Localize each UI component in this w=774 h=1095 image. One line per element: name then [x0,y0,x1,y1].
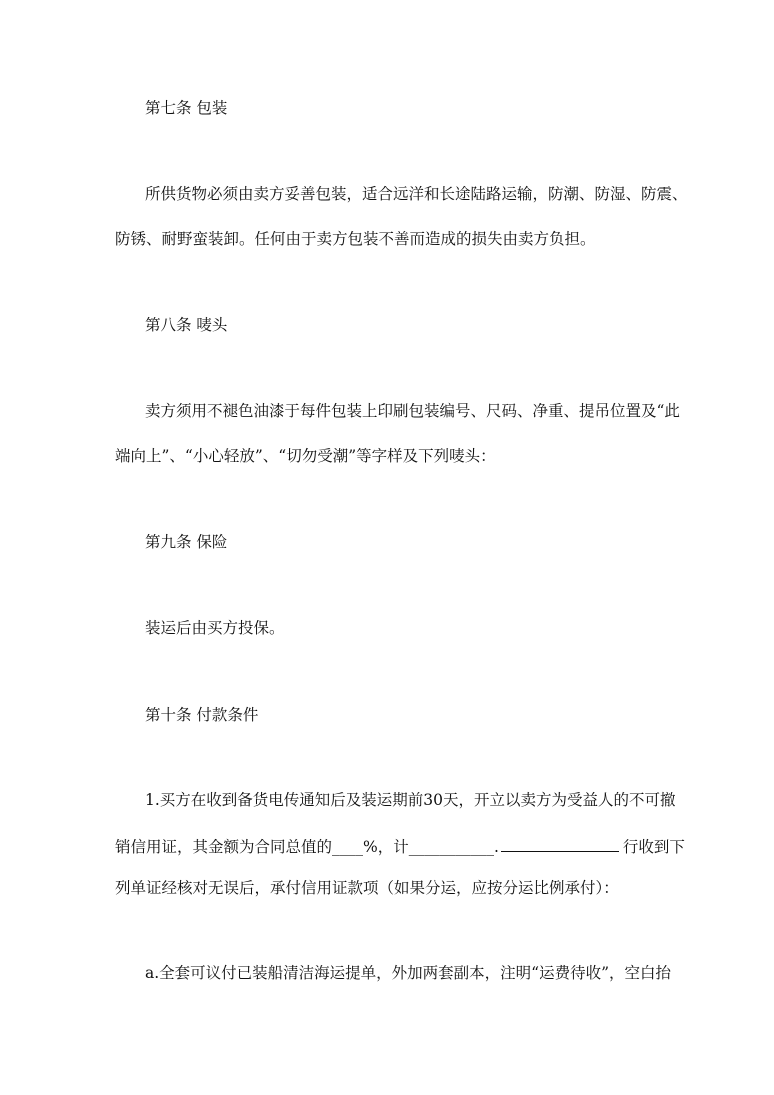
article-8-text-line-2: 端向上”、“小心轻放”、“切勿受潮”等字样及下列唛头： [115,447,496,465]
article-8-text-line-1: 卖方须用不褪色油漆于每件包装上印刷包装编号、尺码、净重、提吊位置及“此 [145,402,680,420]
article-10-item-1-line-2 [115,837,685,856]
item-1-line-2-text-a: 销信用证，其金额为合同总值的____%，计___________. [115,838,499,856]
article-7-text-line-1: 所供货物必须由卖方妥善包装，适合远洋和长途陆路运输，防潮、防湿、防震、 [145,185,688,203]
article-10-item-a-line-1: a.全套可议付已装船清洁海运提单，外加两套副本，注明“运费待收”，空白抬 [145,964,672,982]
article-9-text-line-1: 装运后由买方投保。 [145,619,285,637]
article-8-heading: 第八条 唛头 [145,316,228,334]
article-7-text-line-2: 防锈、耐野蛮装卸。任何由于卖方包装不善而造成的损失由卖方负担。 [115,230,596,248]
article-10-item-1-line-3: 列单证经核对无误后，承付信用证款项（如果分运，应按分运比例承付）： [115,879,619,897]
item-1-line-2-text-b: 行收到下 [622,838,685,856]
article-7-heading: 第七条 包装 [145,99,228,117]
fill-in-blank-line [501,837,619,852]
article-10-heading: 第十条 付款条件 [145,706,259,724]
article-9-heading: 第九条 保险 [145,533,228,551]
article-10-item-1-line-1: 1.买方在收到备货电传通知后及装运期前30天，开立以卖方为受益人的不可撤 [145,791,676,809]
